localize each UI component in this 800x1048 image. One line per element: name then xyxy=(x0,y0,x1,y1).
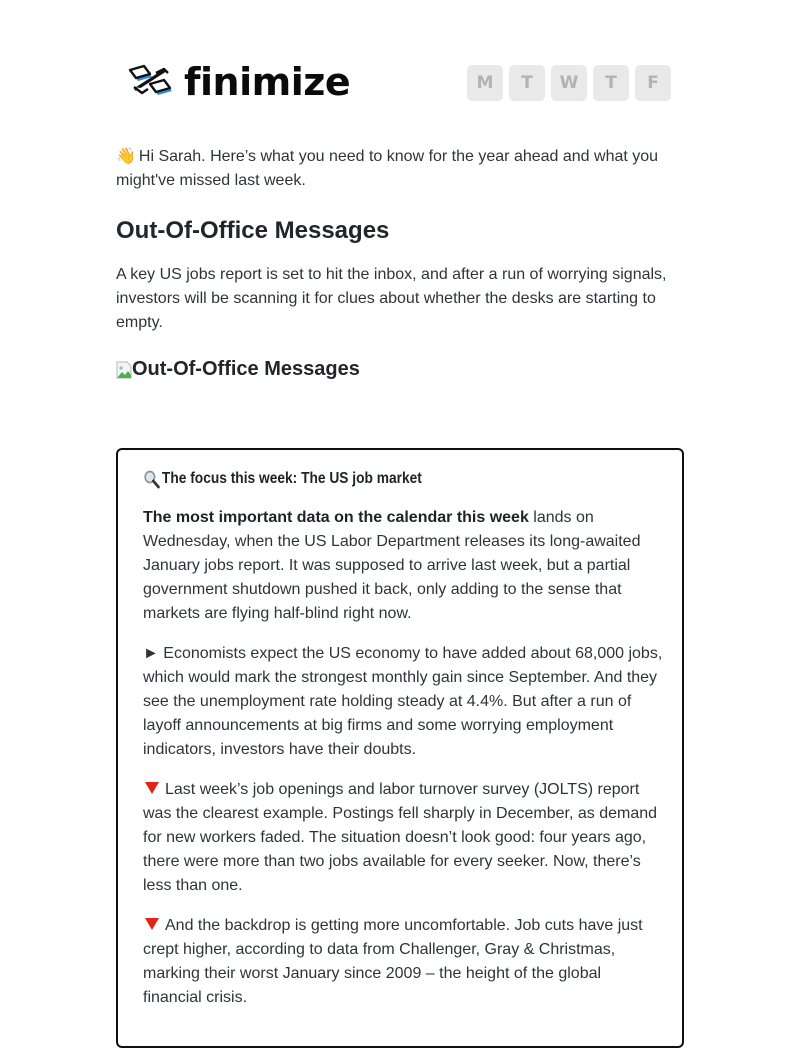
red-down-triangle-icon xyxy=(145,782,159,794)
focus-heading xyxy=(143,468,590,490)
broken-image-icon xyxy=(116,361,132,379)
focus-paragraph-2: ► Economists expect the US economy to have added about 68,000 jobs, which would mark the strongest monthly gain since September. And they see the unemployment rate holding steady at 4.4%. But after a run of layoff announcements at big firms and some worrying employment indicators, investors have their doubts. xyxy=(143,645,663,758)
article-image-alt-text: Out-Of-Office Messages xyxy=(132,358,360,380)
day-badge-monday: M xyxy=(467,65,503,101)
newsletter-header xyxy=(116,58,688,108)
day-badge-friday: F xyxy=(635,65,671,101)
day-badge-wednesday: W xyxy=(551,65,587,101)
focus-paragraph-4-text: And the backdrop is getting more uncomfortable. Job cuts have just crept higher, according to data from Challenger, Gray & Christmas, marking their worst January since 2009 – the height of the global financial crisis. xyxy=(143,917,643,1006)
waving-hand-icon: 👋 xyxy=(116,148,136,165)
focus-heading-text: The focus this week: The US job market xyxy=(161,470,422,487)
focus-paragraph-1-body: lands on Wednesday, when the US Labor Department releases its long-awaited January jobs report. It was supposed to arrive last week, but a partial government shutdown pushed it back, only adding to the sense that markets are flying half-blind right now. xyxy=(143,509,641,622)
weekday-tracker xyxy=(467,65,671,101)
red-down-triangle-icon xyxy=(145,918,159,930)
logo-wordmark: finimize xyxy=(184,60,351,104)
finimize-logo-icon xyxy=(126,64,174,100)
focus-paragraph-4 xyxy=(143,914,663,1010)
focus-section xyxy=(116,448,684,1048)
greeting-text: Hi Sarah. Here’s what you need to know for the year ahead and what you might've missed last week. xyxy=(116,148,659,189)
focus-paragraph-1-lead: The most important data on the calendar this week xyxy=(143,509,529,526)
focus-paragraph-1 xyxy=(143,506,663,626)
article-intro: A key US jobs report is set to hit the inbox, and after a run of worrying signals, investors will be scanning it for clues about whether the desks are starting to empty. xyxy=(116,266,667,331)
magnifying-glass-icon xyxy=(143,469,160,489)
article-title: Out-Of-Office Messages xyxy=(116,217,390,244)
day-badge-thursday: T xyxy=(593,65,629,101)
finimize-logo[interactable] xyxy=(126,62,350,102)
focus-paragraph-3-text: Last week’s job openings and labor turnover survey (JOLTS) report was the clearest example. Postings fell sharply in December, as demand for new workers faded. The situation doesn’t look good: four years ago, there were more than two jobs available for every seeker. Now, there’s less than one. xyxy=(143,781,658,894)
article-image-placeholder xyxy=(116,358,360,381)
day-badge-tuesday: T xyxy=(509,65,545,101)
focus-paragraph-3 xyxy=(143,778,663,898)
greeting xyxy=(116,145,688,193)
